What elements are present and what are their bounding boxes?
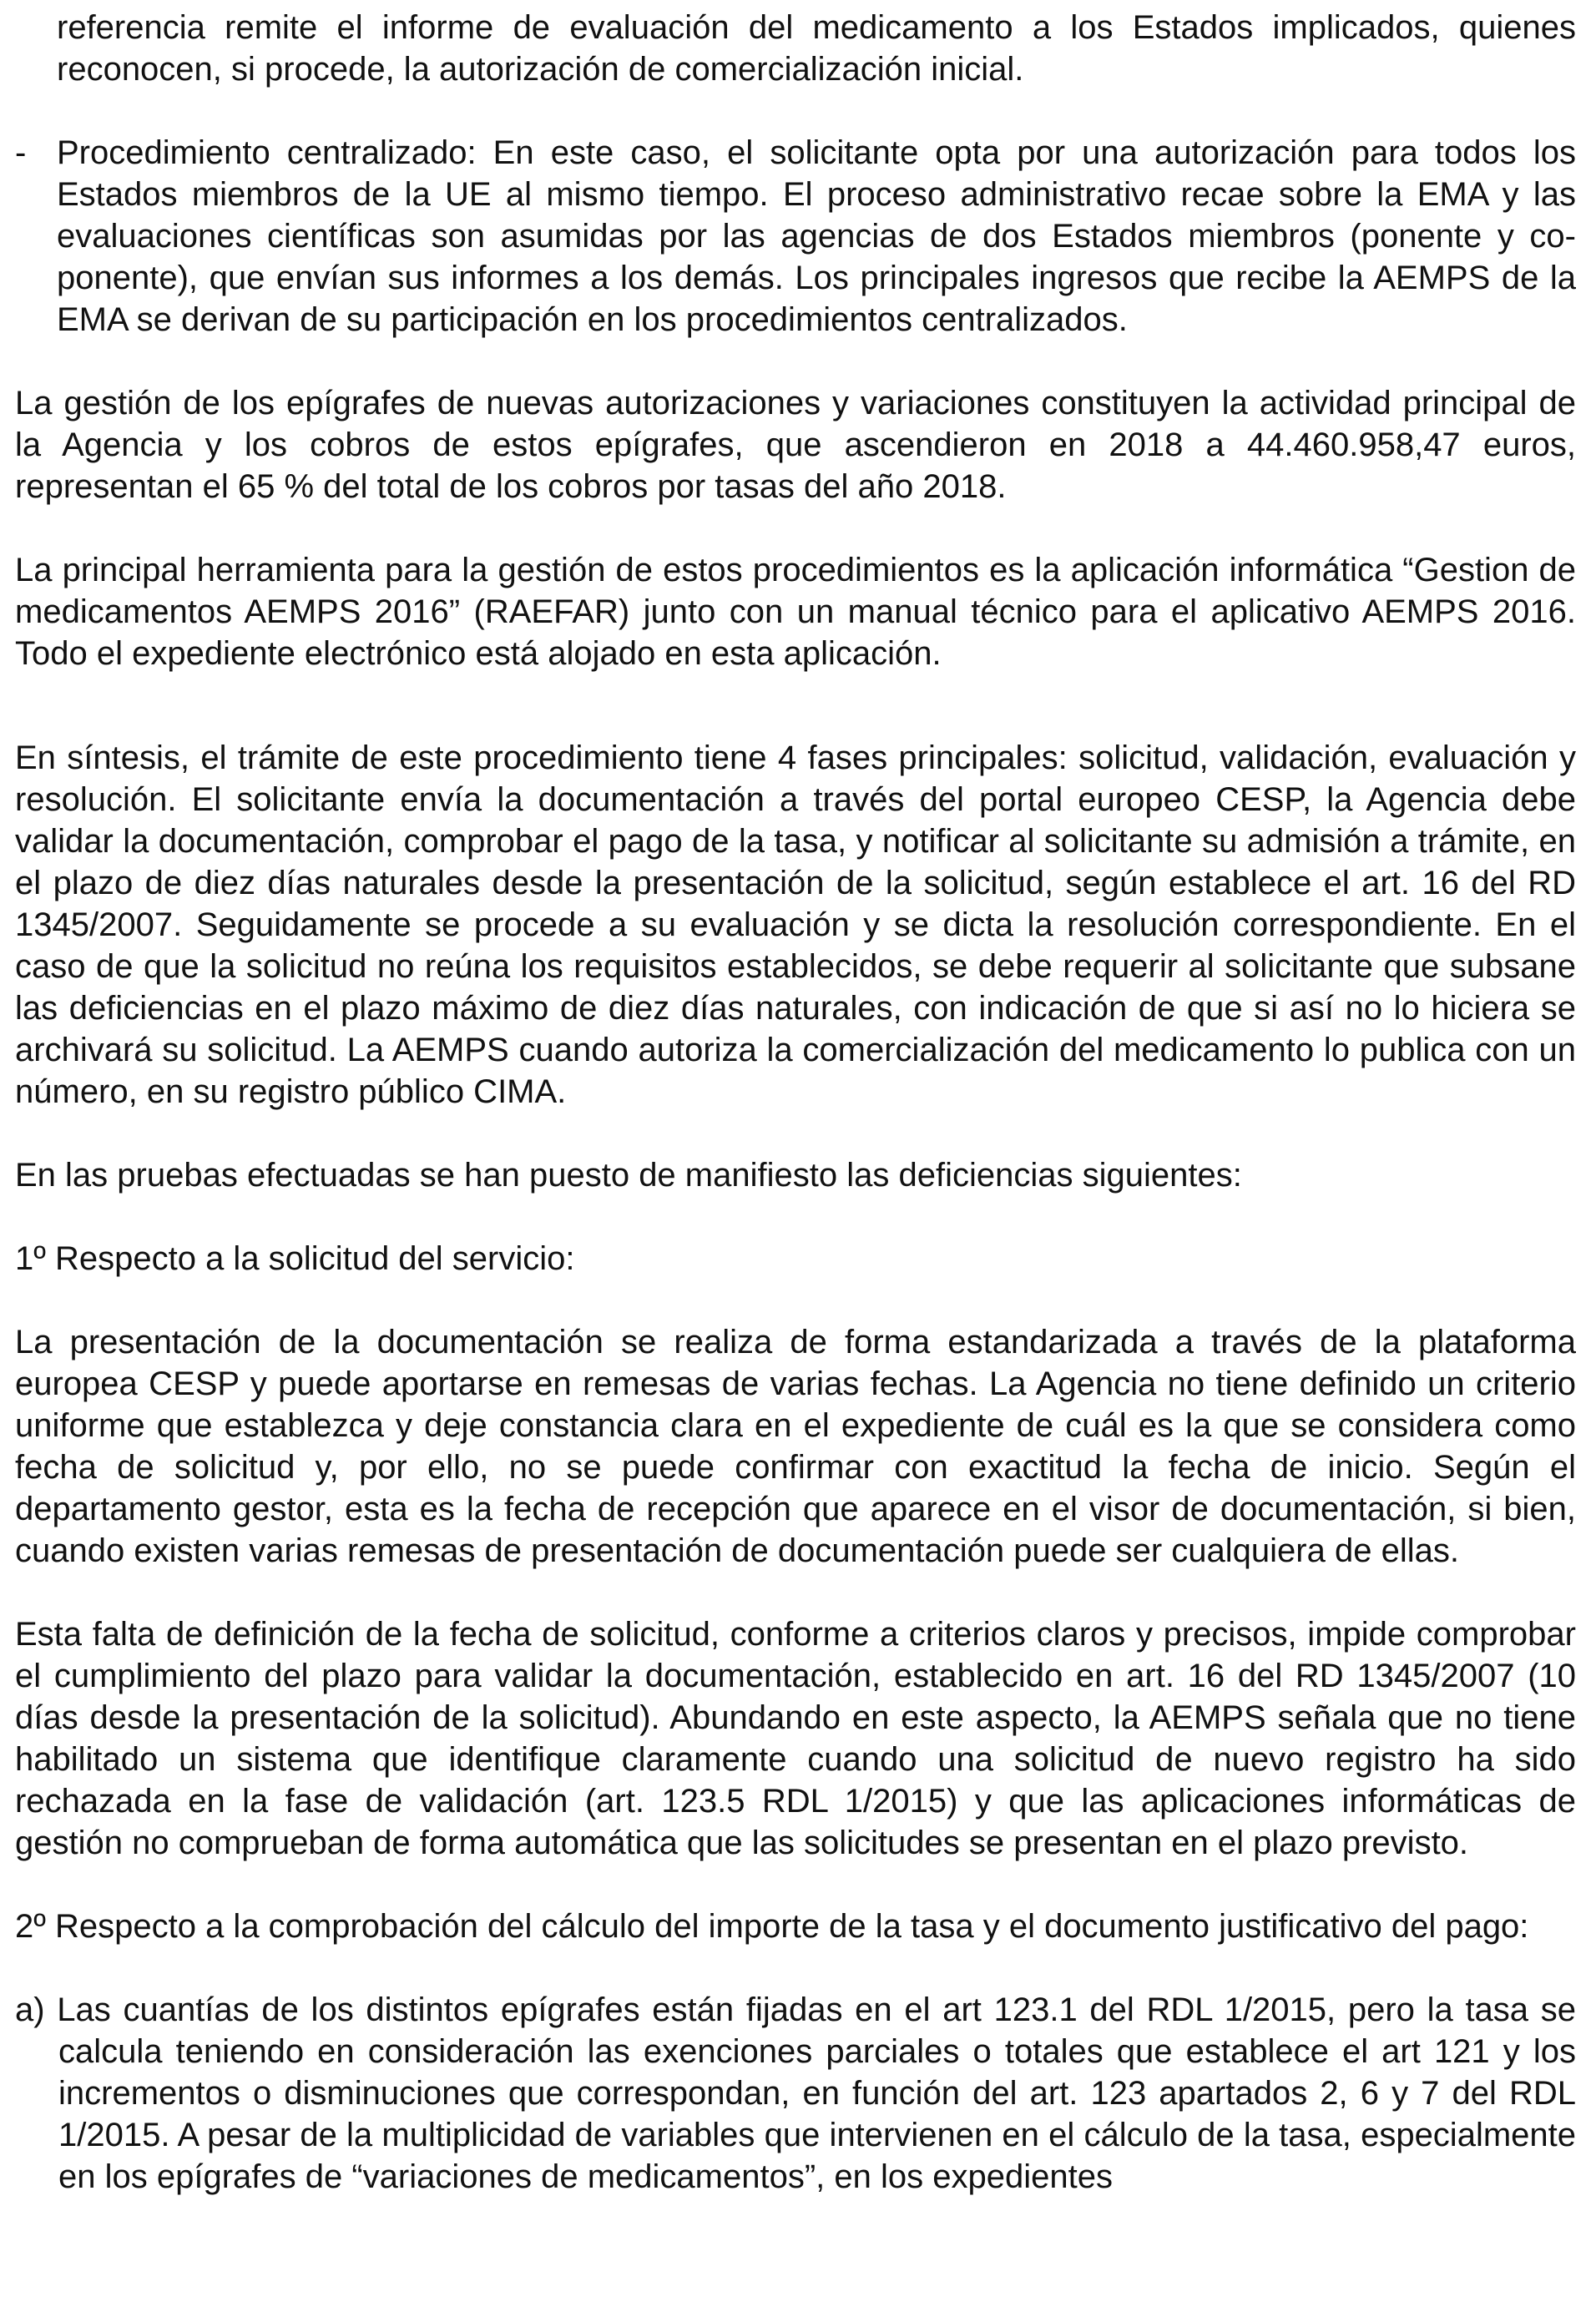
paragraph-fee-collection: La gestión de los epígrafes de nuevas autorizaciones y variaciones constituyen la actividad principal de la Agencia y los cobros de estos epígrafes, que ascendieron en 2018 a 44.460.958,47 euros, representan el 65 % del total de los cobros por tasas del año 2018.	[15, 385, 1576, 505]
paragraph-continuation: referencia remite el informe de evaluación del medicamento a los Estados implicados, quienes reconocen, si procede, la autorización de comercialización inicial.	[57, 9, 1576, 88]
document-body	[15, 7, 1576, 2239]
heading-point-1: 1º Respecto a la solicitud del servicio:	[15, 1240, 575, 1277]
dash-bullet: -	[15, 134, 27, 171]
paragraph-document-submission: La presentación de la documentación se realiza de forma estandarizada a través de la plataforma europea CESP y puede aportarse en remesas de varias fechas. La Agencia no tiene definido un criterio uniforme que establezca y deje constancia clara en el expediente de cuál es la que se considera como fecha de solicitud y, por ello, no se puede confirmar con exactitud la fecha de inicio. Según el departamento gestor, esta es la fecha de recepción que aparece en el visor de documentación, si bien, cuando existen varias remesas de presentación de documentación puede ser cualquiera de ellas.	[15, 1324, 1576, 1569]
paragraph-deficiencies-intro: En las pruebas efectuadas se han puesto de manifiesto las deficiencias siguientes:	[15, 1157, 1242, 1194]
paragraph-procedure-summary: En síntesis, el trámite de este procedimiento tiene 4 fases principales: solicitud, validación, evaluación y resolución. El solicitante envía la documentación a través del portal europeo CESP, la Agencia debe validar la documentación, comprobar el pago de la tasa, y notificar al solicitante su admisión a trámite, en el plazo de diez días naturales desde la presentación de la solicitud, según establece el art. 16 del RD 1345/2007. Seguidamente se procede a su evaluación y se dicta la resolución correspondiente. En el caso de que la solicitud no reúna los requisitos establecidos, se debe requerir al solicitante que subsane las deficiencias en el plazo máximo de diez días naturales, con indicación de que si así no lo hiciera se archivará su solicitud. La AEMPS cuando autoriza la comercialización del medicamento lo publica con un número, en su registro público CIMA.	[15, 740, 1576, 1110]
paragraph-management-tool: La principal herramienta para la gestión de estos procedimientos es la aplicación informática “Gestion de medicamentos AEMPS 2016” (RAEFAR) junto con un manual técnico para el aplicativo AEMPS 2016. Todo el expediente electrónico está alojado en esta aplicación.	[15, 552, 1576, 672]
paragraph-request-date: Esta falta de definición de la fecha de solicitud, conforme a criterios claros y precisos, impide comprobar el cumplimiento del plazo para validar la documentación, establecido en art. 16 del RD 1345/2007 (10 días desde la presentación de la solicitud). Abundando en este aspecto, la AEMPS señala que no tiene habilitado un sistema que identifique claramente cuando una solicitud de nuevo registro ha sido rechazada en la fase de validación (art. 123.5 RDL 1/2015) y que las aplicaciones informáticas de gestión no comprueban de forma automática que las solicitudes se presentan en el plazo previsto.	[15, 1616, 1576, 1861]
item-a-fee-amounts: a) Las cuantías de los distintos epígrafes están fijadas en el art 123.1 del RDL 1/2015, pero la tasa se calcula teniendo en consideración las exenciones parciales o totales que establece el art 121 y los incrementos o disminuciones que correspondan, en función del art. 123 apartados 2, 6 y 7 del RDL 1/2015. A pesar de la multiplicidad de variables que intervienen en el cálculo de la tasa, especialmente en los epígrafes de “variaciones de medicamentos”, en los expedientes	[15, 1991, 1576, 2195]
heading-point-2: 2º Respecto a la comprobación del cálculo del importe de la tasa y el documento justificativo del pago:	[15, 1908, 1529, 1945]
bullet-text: Procedimiento centralizado: En este caso, el solicitante opta por una autorización para todos los Estados miembros de la UE al mismo tiempo. El proceso administrativo recae sobre la EMA y las evaluaciones científicas son asumidas por las agencias de dos Estados miembros (ponente y co-ponente), que envían sus informes a los demás. Los principales ingresos que recibe la AEMPS de la EMA se derivan de su participación en los procedimientos centralizados.	[57, 134, 1576, 338]
bullet-centralized-procedure	[15, 132, 1576, 341]
